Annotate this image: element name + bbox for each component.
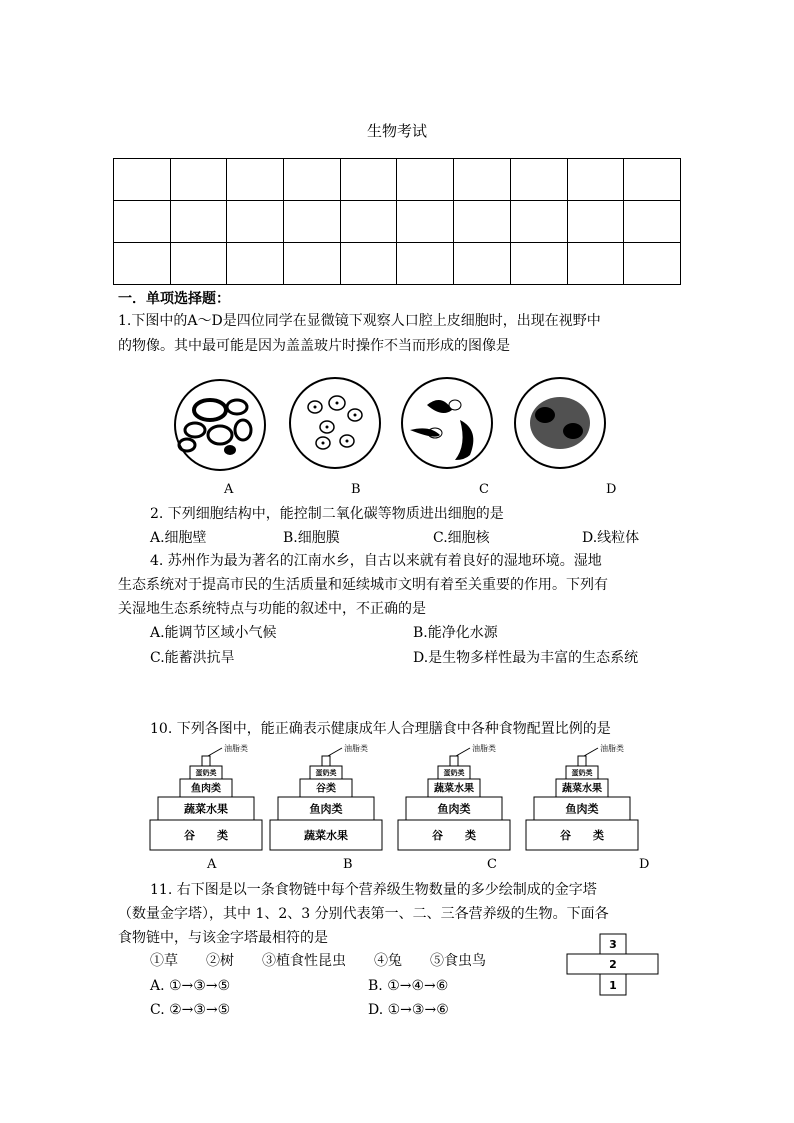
- table-cell: [454, 243, 511, 285]
- table-cell: [567, 201, 624, 243]
- pyramid-layer-label: 谷 类: [184, 828, 228, 842]
- table-cell: [170, 201, 227, 243]
- food-pyramid: [270, 743, 382, 850]
- q2-option-b: B.细胞膜: [283, 530, 340, 546]
- q11-option-c: C. ②→③→⑤: [150, 1002, 231, 1018]
- table-cell: [170, 159, 227, 201]
- q4-line3: 关湿地生态系统特点与功能的叙述中，不正确的是: [118, 601, 426, 617]
- table-cell: [567, 243, 624, 285]
- q2-option-d: D.线粒体: [582, 530, 640, 546]
- table-cell: [510, 243, 567, 285]
- food-pyramid: [398, 743, 510, 850]
- view-a-icon: [175, 380, 265, 470]
- pyramid-level-2: 2: [609, 958, 617, 971]
- table-row: [114, 243, 681, 285]
- microscope-views-figure: [165, 375, 645, 475]
- page-title: 生物考试: [366, 122, 427, 140]
- pyramid-layer-label: 蛋奶类: [315, 769, 337, 777]
- pyramid-layer-label: 蔬菜水果: [304, 828, 348, 842]
- section-heading: 一．单项选择题：: [118, 291, 230, 307]
- q2-stem: 2. 下列细胞结构中，能控制二氧化碳等物质进出细胞的是: [150, 506, 504, 522]
- score-table: [113, 158, 681, 285]
- oil-label: 油脂类: [224, 744, 248, 753]
- q1-line2: 的物像。其中最可能是因为盖盖玻片时操作不当而形成的图像是: [118, 338, 510, 354]
- q11-option-a: A. ①→③→⑤: [150, 978, 231, 994]
- table-cell: [510, 201, 567, 243]
- q2-option-a: A.细胞壁: [150, 530, 207, 546]
- pointer-line: [456, 748, 470, 756]
- table-cell: [397, 243, 454, 285]
- oil-label: 油脂类: [344, 744, 368, 753]
- table-cell: [170, 243, 227, 285]
- pyramid-layer-label: 鱼肉类: [309, 802, 343, 816]
- q4-line2: 生态系统对于提高市民的生活质量和延续城市文明有着至关重要的作用。下列有: [118, 577, 608, 593]
- q1-label-c: C: [479, 482, 489, 497]
- pointer-line: [208, 748, 222, 756]
- q1-label-a: A: [224, 482, 234, 497]
- table-cell: [567, 159, 624, 201]
- pyramid-layer-label: 蔬菜水果: [562, 783, 602, 795]
- q4-line1: 4. 苏州作为最为著名的江南水乡，自古以来就有着良好的湿地环境。湿地: [150, 553, 602, 569]
- pyramid-tip: [578, 756, 586, 766]
- pyramid-layer-label: 谷 类: [432, 828, 476, 842]
- pyramid-layer-label: 蛋奶类: [195, 769, 217, 777]
- table-cell: [284, 201, 341, 243]
- view-d-icon: [515, 378, 605, 468]
- q4-option-b: B.能净化水源: [413, 625, 498, 641]
- q10-label-b: B: [343, 857, 353, 872]
- pyramid-layer-label: 谷 类: [560, 828, 604, 842]
- q1-line1: 1.下图中的A～D是四位同学在显微镜下观察人口腔上皮细胞时，出现在视野中: [118, 313, 601, 329]
- table-cell: [510, 159, 567, 201]
- pyramid-layer-label: 鱼肉类: [191, 783, 221, 795]
- table-cell: [227, 159, 284, 201]
- table-row: [114, 201, 681, 243]
- table-cell: [454, 201, 511, 243]
- table-cell: [624, 243, 681, 285]
- pyramid-layer-label: 蛋奶类: [443, 769, 465, 777]
- table-cell: [284, 243, 341, 285]
- q10-stem: 10. 下列各图中，能正确表示健康成年人合理膳食中各种食物配置比例的是: [150, 721, 611, 737]
- q4-option-d: D.是生物多样性最为丰富的生态系统: [413, 650, 639, 666]
- q11-option-d: D. ①→③→⑥: [368, 1002, 449, 1018]
- pyramid-layer-label: 鱼肉类: [437, 802, 471, 816]
- q11-line3: 食物链中，与该金字塔最相符的是: [118, 930, 328, 946]
- pyramid-tip: [450, 756, 458, 766]
- pointer-line: [584, 748, 598, 756]
- table-row: [114, 159, 681, 201]
- pyramid-level-1: 1: [609, 979, 617, 992]
- food-pyramids-figure: [145, 742, 645, 857]
- table-cell: [114, 201, 171, 243]
- table-cell: [397, 159, 454, 201]
- table-cell: [624, 159, 681, 201]
- food-pyramid: [526, 743, 638, 850]
- table-cell: [397, 201, 454, 243]
- table-cell: [454, 159, 511, 201]
- table-cell: [114, 243, 171, 285]
- q10-label-a: A: [207, 857, 217, 872]
- table-cell: [114, 159, 171, 201]
- q10-label-c: C: [487, 857, 497, 872]
- food-pyramid: [150, 743, 262, 850]
- view-b-icon: [290, 378, 380, 468]
- pointer-line: [328, 748, 342, 756]
- q10-label-d: D: [639, 857, 650, 872]
- table-cell: [340, 201, 397, 243]
- number-pyramid-figure: [566, 932, 660, 998]
- table-cell: [284, 159, 341, 201]
- pyramid-tip: [322, 756, 330, 766]
- q11-option-b: B. ①→④→⑥: [368, 978, 449, 994]
- pyramid-layer-label: 蔬菜水果: [184, 802, 228, 816]
- table-cell: [624, 201, 681, 243]
- pyramid-layer-label: 鱼肉类: [565, 802, 599, 816]
- q2-option-c: C.细胞核: [433, 530, 490, 546]
- table-cell: [227, 201, 284, 243]
- q4-option-c: C.能蓄洪抗旱: [150, 650, 235, 666]
- view-c-icon: [402, 378, 492, 468]
- q11-line2: （数量金字塔），其中 1、2、3 分别代表第一、二、三各营养级的生物。下面各: [118, 906, 609, 922]
- pyramid-layer-label: 蔬菜水果: [434, 783, 474, 795]
- q1-label-d: D: [606, 482, 617, 497]
- table-cell: [227, 243, 284, 285]
- q4-option-a: A.能调节区域小气候: [150, 625, 277, 641]
- pyramid-level-3: 3: [609, 938, 617, 951]
- table-cell: [340, 243, 397, 285]
- q11-items: ①草 ②树 ③植食性昆虫 ④兔 ⑤食虫鸟: [150, 953, 486, 969]
- table-cell: [340, 159, 397, 201]
- q11-line1: 11. 右下图是以一条食物链中每个营养级生物数量的多少绘制成的金字塔: [150, 882, 597, 898]
- pyramid-layer-label: 谷类: [316, 783, 336, 795]
- oil-label: 油脂类: [600, 744, 624, 753]
- pyramid-layer-label: 蛋奶类: [571, 769, 593, 777]
- pyramid-tip: [202, 756, 210, 766]
- q1-label-b: B: [351, 482, 361, 497]
- oil-label: 油脂类: [472, 744, 496, 753]
